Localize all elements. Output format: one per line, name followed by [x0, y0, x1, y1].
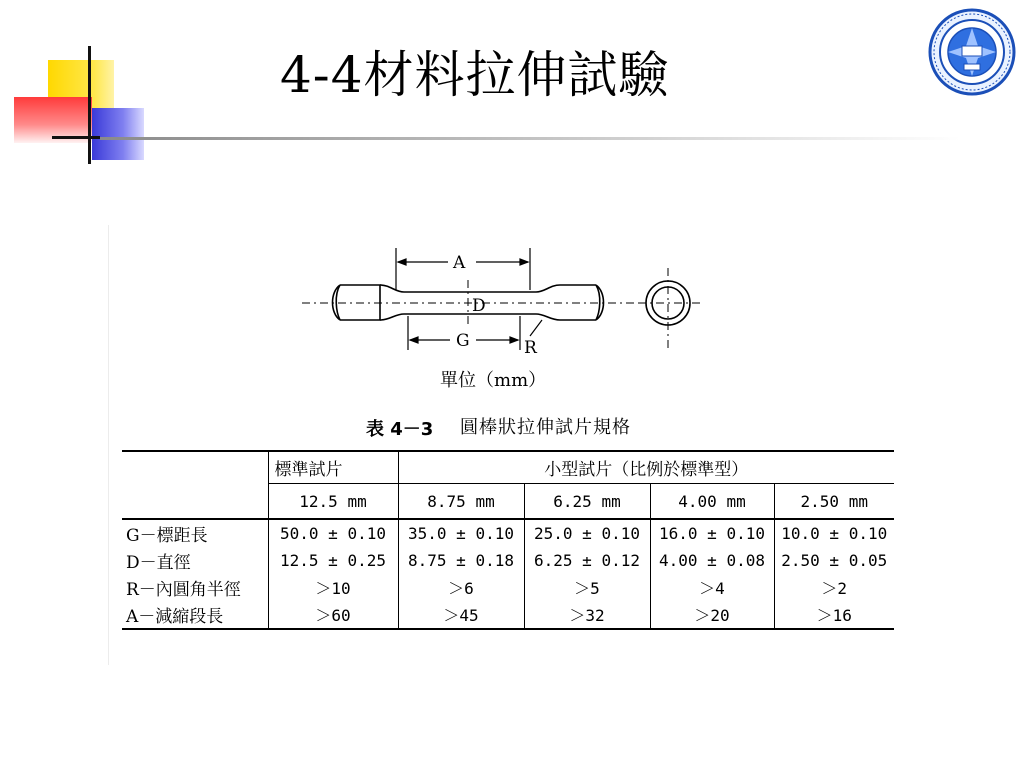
value-cell: 4.00 ± 0.08	[650, 547, 774, 574]
row-label: D－直徑	[126, 553, 191, 573]
dim-label-a: A	[453, 253, 466, 273]
table-caption-text: 圓棒狀拉伸試片規格	[460, 417, 631, 438]
value-cell: 2.50 ± 0.05	[774, 547, 894, 574]
table-row	[122, 519, 894, 547]
table-row	[122, 547, 894, 574]
size-cell: 4.00 mm	[650, 484, 774, 520]
value-cell: ＞60	[268, 601, 398, 629]
table-row	[122, 601, 894, 629]
decor-blue-square	[92, 108, 144, 160]
value-cell: 50.0 ± 0.10	[268, 519, 398, 547]
size-cell: 8.75 mm	[398, 484, 524, 520]
value-cell: 16.0 ± 0.10	[650, 519, 774, 547]
specimen-diagram	[300, 240, 720, 360]
decor-horizontal-line	[52, 136, 100, 139]
value-cell: ＞20	[650, 601, 774, 629]
value-cell: ＞4	[650, 574, 774, 601]
value-cell: 12.5 ± 0.25	[268, 547, 398, 574]
value-cell: ＞10	[268, 574, 398, 601]
dim-label-d: D	[472, 296, 486, 316]
value-cell: ＞2	[774, 574, 894, 601]
title-underline	[100, 137, 960, 140]
value-cell: 8.75 ± 0.18	[398, 547, 524, 574]
value-cell: ＞5	[524, 574, 650, 601]
row-label: A－減縮段長	[122, 601, 268, 629]
value-cell: ＞32	[524, 601, 650, 629]
value-cell: 10.0 ± 0.10	[774, 519, 894, 547]
table-row	[122, 574, 894, 601]
size-cell: 2.50 mm	[774, 484, 894, 520]
header-small: 小型試片（比例於標準型）	[398, 451, 894, 484]
unit-label: 單位（mm）	[440, 370, 547, 391]
dim-label-r: R	[524, 338, 537, 358]
school-emblem-icon	[928, 8, 1016, 96]
decor-vertical-line	[88, 46, 91, 164]
dim-label-g: G	[456, 331, 470, 351]
size-cell: 12.5 mm	[268, 484, 398, 520]
size-cell: 6.25 mm	[524, 484, 650, 520]
value-cell: 25.0 ± 0.10	[524, 519, 650, 547]
value-cell: ＞6	[398, 574, 524, 601]
row-label: G－標距長	[126, 526, 208, 546]
value-cell: ＞45	[398, 601, 524, 629]
slide-title: 4-4材料拉伸試驗	[280, 46, 670, 104]
header-standard: 標準試片	[268, 451, 398, 484]
table-caption-number: 表 4－3	[366, 419, 434, 440]
value-cell: 35.0 ± 0.10	[398, 519, 524, 547]
value-cell: ＞16	[774, 601, 894, 629]
table-corner-cell	[122, 451, 268, 484]
row-label: R－內圓角半徑	[126, 580, 241, 600]
spec-table	[122, 450, 894, 630]
value-cell: 6.25 ± 0.12	[524, 547, 650, 574]
table-corner-cell	[122, 484, 268, 520]
